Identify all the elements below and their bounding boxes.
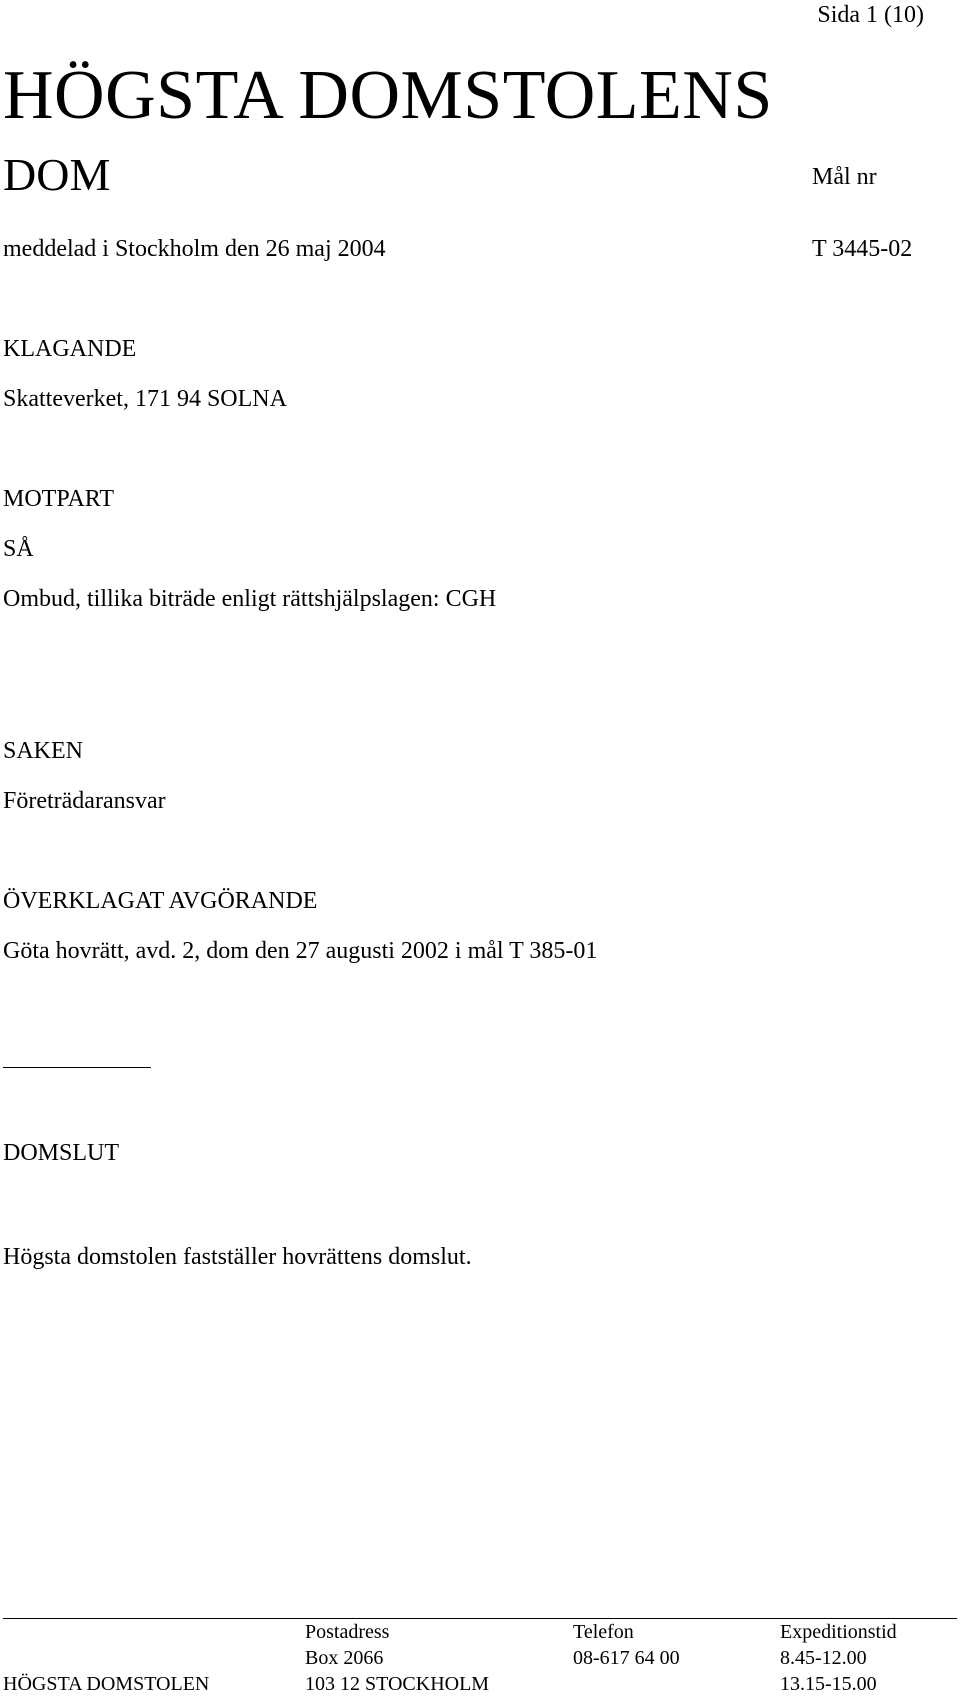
document-type: DOM [3,149,111,200]
section-divider [3,1067,151,1068]
footer-postal-line1: Box 2066 [305,1647,384,1669]
domslut-text: Högsta domstolen fastställer hovrättens domslut. [3,1244,472,1270]
overklagat-text: Göta hovrätt, avd. 2, dom den 27 augusti 2002 i mål T 385-01 [3,938,598,964]
footer-postal-line2: 103 12 STOCKHOLM [305,1673,490,1695]
footer-hours-2: 13.15-15.00 [780,1673,877,1695]
page-number: Sida 1 (10) [817,2,924,28]
footer-hours-1: 8.45-12.00 [780,1647,867,1669]
motpart-counsel: Ombud, tillika biträde enligt rättshjälpslagen: CGH [3,586,497,612]
saken-text: Företrädaransvar [3,788,166,814]
case-number: T 3445-02 [812,236,913,262]
issued-line: meddelad i Stockholm den 26 maj 2004 [3,236,386,262]
footer-postal-label: Postadress [305,1621,390,1643]
overklagat-heading: ÖVERKLAGAT AVGÖRANDE [3,888,318,914]
footer-phone-label: Telefon [573,1621,634,1643]
saken-heading: SAKEN [3,738,84,764]
court-title: HÖGSTA DOMSTOLENS [3,57,773,134]
motpart-name: SÅ [3,536,34,562]
footer-hours-label: Expeditionstid [780,1621,897,1643]
klagande-heading: KLAGANDE [3,336,137,362]
klagande-text: Skatteverket, 171 94 SOLNA [3,386,287,412]
motpart-heading: MOTPART [3,486,115,512]
case-number-label: Mål nr [812,164,877,190]
footer-divider [3,1618,957,1619]
footer-phone: 08-617 64 00 [573,1647,680,1669]
footer-court-name: HÖGSTA DOMSTOLEN [3,1673,210,1695]
domslut-heading: DOMSLUT [3,1140,120,1166]
